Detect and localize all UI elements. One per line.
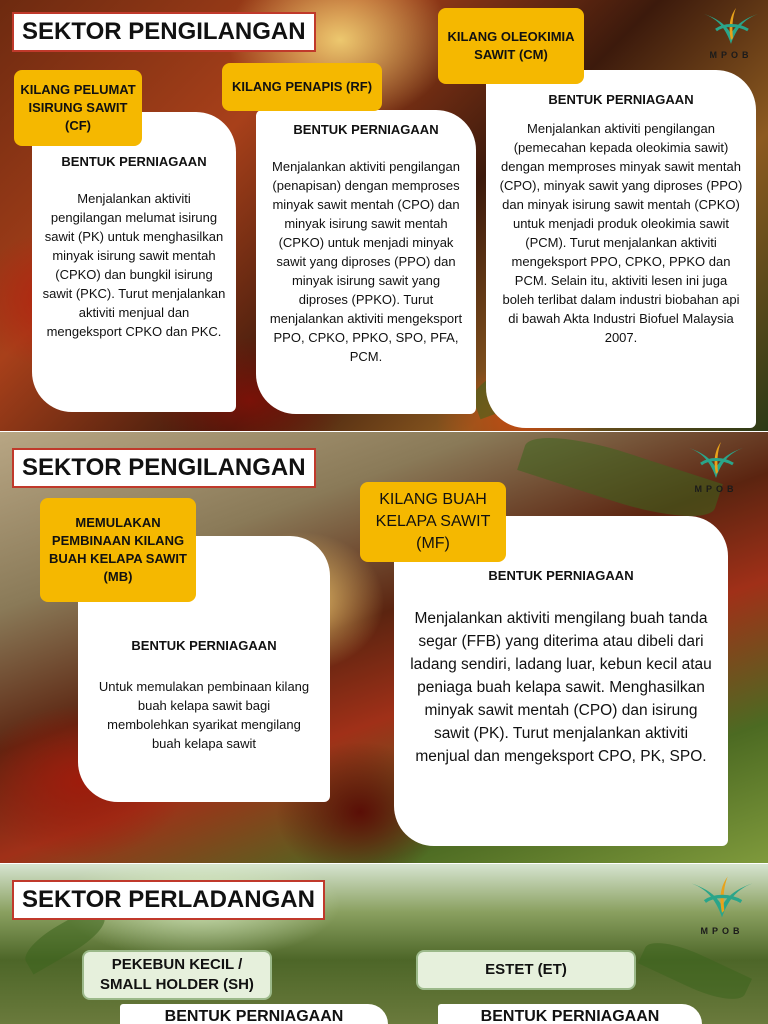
tag-kilang-buah: KILANG BUAH KELAPA SAWIT (MF) [360, 482, 506, 562]
slide-sektor-pengilangan-2 [0, 432, 768, 864]
logo-text: MPOB [709, 50, 753, 60]
palm-leaf-icon [682, 872, 762, 922]
slide-title: SEKTOR PENGILANGAN [12, 448, 316, 488]
tag-memulakan-pembinaan: MEMULAKAN PEMBINAAN KILANG BUAH KELAPA SAWIT (MB) [40, 498, 196, 602]
mpob-logo [674, 438, 758, 494]
tag-estet: ESTET (ET) [416, 950, 636, 990]
logo-text: MPOB [700, 926, 744, 936]
slide-sektor-pengilangan-1 [0, 0, 768, 432]
card-body: Menjalankan aktiviti mengilang buah tanda segar (FFB) yang diterima atau dibeli dari ladang sendiri, ladang luar, kebun kecil atau peniaga buah kelapa sawit. Menghasilkan minyak sawit mentah (CPO) dan isirung sawit (PK). Turut menjalankan aktiviti menjual dan mengeksport CPO, PK, SPO. [410, 610, 712, 765]
logo-text: MPOB [694, 484, 738, 494]
card-heading: BENTUK PERNIAGAAN [164, 1008, 344, 1024]
card-et [438, 1004, 702, 1024]
slide-sektor-perladangan [0, 864, 768, 1024]
tag-pekebun-kecil: PEKEBUN KECIL / SMALL HOLDER (SH) [82, 950, 272, 1000]
card-rf [256, 110, 476, 414]
card-heading: BENTUK PERNIAGAAN [61, 154, 207, 169]
card-body: Menjalankan aktiviti pengilangan melumat isirung sawit (PK) untuk menghasilkan minyak isirung sawit mentah (CPKO) dan bungkil isirung sawit (PKC). Turut menjalankan aktiviti menjual dan mengeksport CPKO dan PKC. [42, 191, 226, 339]
card-cm [486, 70, 756, 428]
slide-title: SEKTOR PENGILANGAN [12, 12, 316, 52]
card-heading: BENTUK PERNIAGAAN [131, 638, 277, 653]
card-heading: BENTUK PERNIAGAAN [293, 122, 439, 137]
palm-leaf-icon [696, 4, 766, 48]
card-body: Untuk memulakan pembinaan kilang buah kelapa sawit bagi membolehkan syarikat mengilang buah kelapa sawit [98, 679, 310, 751]
mpob-logo [682, 872, 762, 936]
card-mf [394, 516, 728, 846]
card-body: Menjalankan aktiviti pengilangan (pemecahan kepada oleokimia sawit) dengan memproses minyak sawit mentah (CPO), minyak sawit yang diproses (PPO) dan minyak isirung sawit mentah (CPKO) untuk menjadi produk oleokimia sawit (PCM). Turut menjalankan aktiviti mengeksport PPO, CPKO, PPKO dan PCM. Selain itu, aktiviti lesen ini juga boleh terlibat dalam industri biobahan api di bawah Akta Industri Biofuel Malaysia 2007. [499, 121, 743, 345]
tag-kilang-oleokimia: KILANG OLEOKIMIA SAWIT (CM) [438, 8, 584, 84]
leaf-decoration [638, 932, 752, 1009]
tag-kilang-penapis: KILANG PENAPIS (RF) [222, 63, 382, 111]
card-heading: BENTUK PERNIAGAAN [480, 1008, 660, 1024]
card-cf [32, 112, 236, 412]
card-sh [120, 1004, 388, 1024]
card-body: Menjalankan aktiviti pengilangan (penapisan) dengan memproses minyak sawit mentah (CPO) dan minyak isirung sawit mentah (CPKO) untuk menjadi minyak sawit yang diproses (PPO) dan minyak isirung sawit yang diproses (PPKO). Turut menjalankan aktiviti mengeksport PPO, CPKO, PPKO, SPO, PFA, PCM. [269, 159, 463, 364]
slide-title: SEKTOR PERLADANGAN [12, 880, 325, 920]
card-heading: BENTUK PERNIAGAAN [488, 568, 634, 583]
mpob-logo [696, 4, 766, 60]
card-heading: BENTUK PERNIAGAAN [548, 92, 694, 107]
palm-leaf-icon [674, 438, 758, 482]
tag-kilang-pelumat: KILANG PELUMAT ISIRUNG SAWIT (CF) [14, 70, 142, 146]
